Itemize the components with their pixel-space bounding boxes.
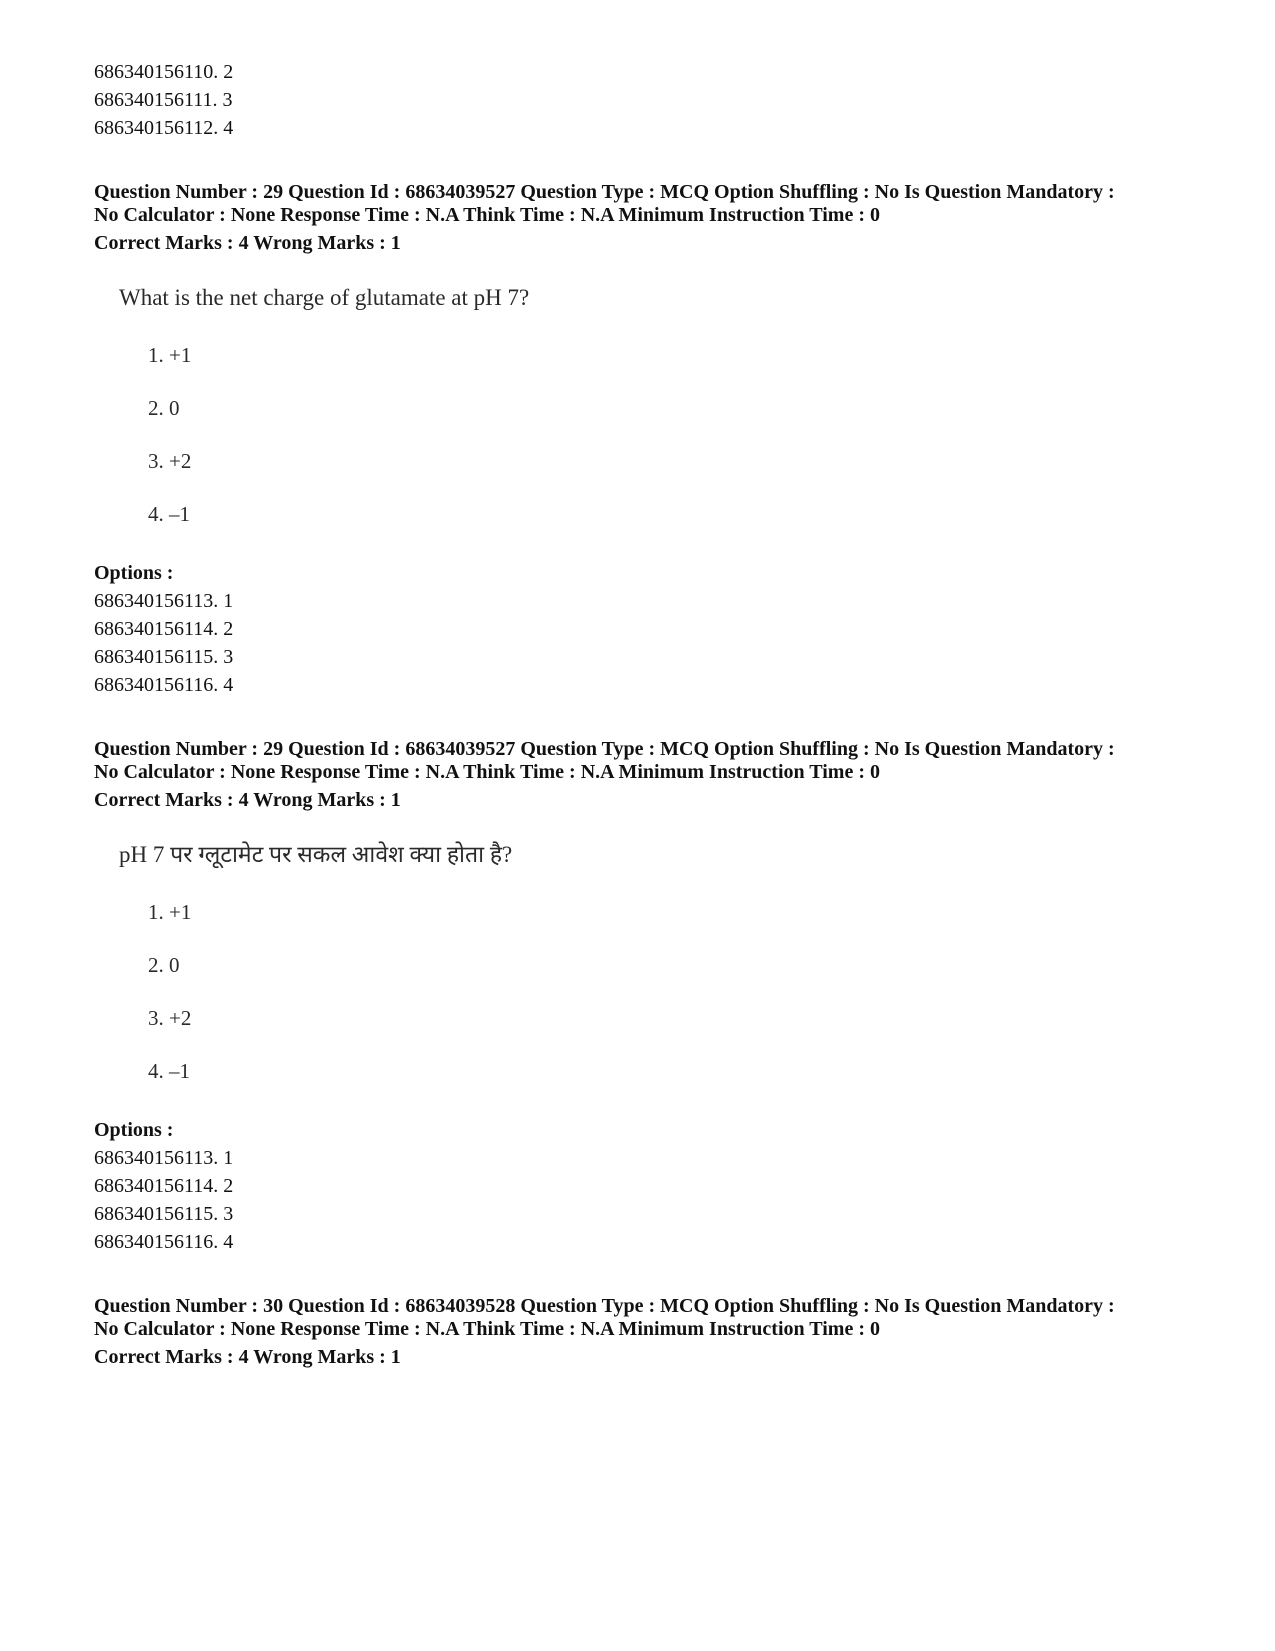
question-header-line2: No Calculator : None Response Time : N.A Think Time : N.A Minimum Instruction Time : 0: [94, 761, 880, 783]
question-marks: Correct Marks : 4 Wrong Marks : 1: [94, 1346, 401, 1368]
question-marks: Correct Marks : 4 Wrong Marks : 1: [94, 789, 401, 811]
question-text: What is the net charge of glutamate at pH 7?: [119, 285, 530, 310]
question-choice: 1. +1: [148, 900, 192, 924]
question-choice: 3. +2: [148, 1006, 192, 1030]
question-choice: 2. 0: [148, 396, 180, 420]
question-header-line2: No Calculator : None Response Time : N.A Think Time : N.A Minimum Instruction Time : 0: [94, 204, 880, 226]
question-header-line2: No Calculator : None Response Time : N.A Think Time : N.A Minimum Instruction Time : 0: [94, 1318, 880, 1340]
question-choice: 2. 0: [148, 953, 180, 977]
option-line: 686340156113. 1: [94, 1147, 234, 1169]
option-line: 686340156111. 3: [94, 89, 233, 111]
question-header-line1: Question Number : 29 Question Id : 68634039527 Question Type : MCQ Option Shuffling : No Is Question Mandatory :: [94, 181, 1115, 203]
option-line: 686340156115. 3: [94, 646, 234, 668]
option-line: 686340156114. 2: [94, 1175, 234, 1197]
question-choice: 4. –1: [148, 1059, 190, 1083]
option-line: 686340156114. 2: [94, 618, 234, 640]
question-header-line1: Question Number : 30 Question Id : 68634039528 Question Type : MCQ Option Shuffling : No Is Question Mandatory :: [94, 1295, 1115, 1317]
question-marks: Correct Marks : 4 Wrong Marks : 1: [94, 232, 401, 254]
option-line: 686340156113. 1: [94, 590, 234, 612]
option-line: 686340156116. 4: [94, 674, 234, 696]
question-header-line1: Question Number : 29 Question Id : 68634039527 Question Type : MCQ Option Shuffling : No Is Question Mandatory :: [94, 738, 1115, 760]
option-line: 686340156116. 4: [94, 1231, 234, 1253]
question-choice: 3. +2: [148, 449, 192, 473]
option-line: 686340156110. 2: [94, 61, 234, 83]
options-label: Options :: [94, 562, 174, 584]
question-choice: 4. –1: [148, 502, 190, 526]
question-text: pH 7 पर ग्लूटामेट पर सकल आवेश क्या होता है?: [119, 842, 513, 867]
option-line: 686340156115. 3: [94, 1203, 234, 1225]
question-choice: 1. +1: [148, 343, 192, 367]
option-line: 686340156112. 4: [94, 117, 234, 139]
options-label: Options :: [94, 1119, 174, 1141]
